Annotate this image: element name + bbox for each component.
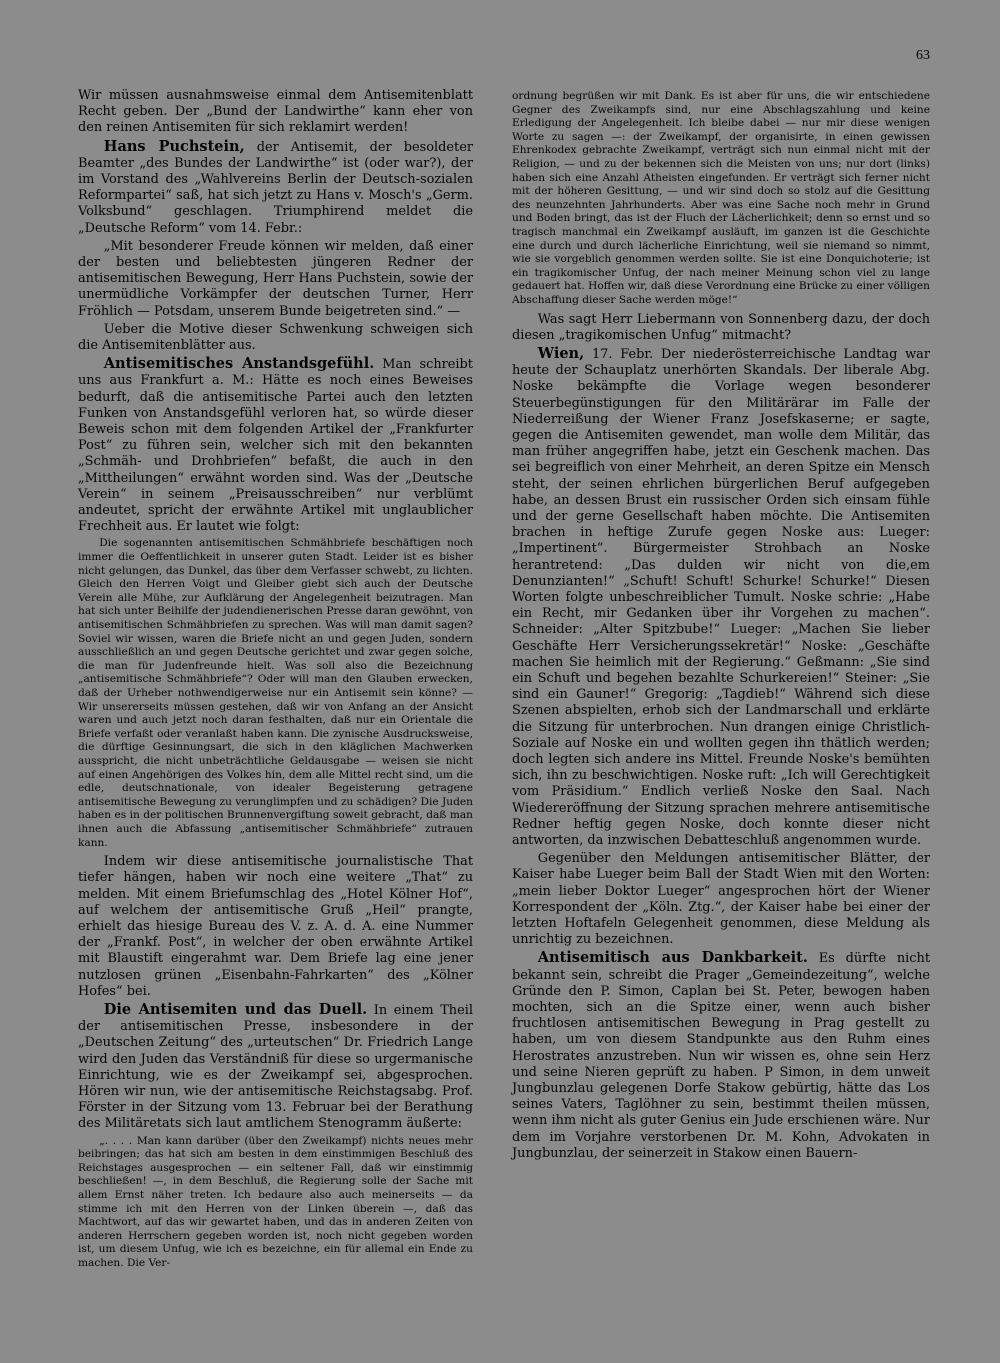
- heading-duell: Die Antisemiten und das Duell.: [103, 1000, 368, 1018]
- heading-puchstein: Hans Puchstein,: [103, 137, 245, 155]
- quote-stenogramm: „. . . . Man kann darüber (über den Zweikampf) nichts neues mehr beibringen; das hat sich am besten in dem einstimmigen Beschluß des Reichstages ausgesprochen — ein seltener Fall, daß wir einstimmig beschließen! —, in dem Beschluß, die Regierung solle der Sache mit allem Ernst näher treten. Ich bedaure also auch meinerseits — da stimme ich mit den Herren von der Linken überein —, daß das Machtwort, auf das wir gewartet haben, und das in anderen Zeiten von anderen Herrschern gegeben worden ist, noch nicht gegeben worden ist, um diesem Unfug, wie ich es bezeichne, ein für allemal ein Ende zu machen. Die Ver-: [78, 1134, 473, 1269]
- quote-deutsche-reform: „Mit besonderer Freude können wir melden, daß einer der besten und beliebtesten jüngeren Redner der antisemitischen Bewegung, Herr Hans Puchstein, sowie der unermüdliche Vorkämpfer der deutschen Turner, Herr Fröhlich — Potsdam, unserem Bunde beigetreten sind.“ —: [78, 238, 473, 319]
- quote-stenogramm-continued: ordnung begrüßen wir mit Dank. Es ist aber für uns, die wir entschiedene Gegner des Zweikampfs sind, nur eine Abschlagszahlung und keine Erledigung der Angelegenheit. Ich bleibe dabei — nur mir diese wenigen Worte zu sagen —: der Zweikampf, der organisirte, in einen gewissen Ehrenkodex gebrachte Zweikampf, verträgt sich nun einmal nicht mit der Religion, — und zu der bekennen sich die Meisten von uns; nur dort (links) haben sich eine Anzahl Atheisten eingefunden. Er verträgt sich ferner nicht mit der höheren Gesittung, — und wir sind doch so stolz auf die Gesittung des neunzehnten Jahrhunderts. Aber was eine Sache noch mehr in Grund und Boden bringt, das ist der Fluch der Lächerlichkeit; denn so ernst und so tragisch manchmal ein Zweikampf ausläuft, im ganzen ist die Geschichte eine durch und durch lächerliche Einrichtung, weil sie niemand so nimmt, wie sie vorgeblich genommen werden sollte. Sie ist eine Donquichoterie; ist ein tragikomischer Unfug, der nach meiner Meinung schon viel zu lange gedauert hat. Hoffen wir, daß diese Verordnung eine Brücke zu einer völligen Abschaffung dieser Sache werden möge!“: [512, 90, 930, 306]
- body-dankbarkeit: Es dürfte nicht bekannt sein, schreibt die Prager „Gemeindezeitung“, welche Gründe den P. Simon, Caplan bei St. Peter, bewogen haben mochten, sich an die Spitze einer, wenn auch bisher fruchtlosen antisemitischen Bewegung in Prag gestellt zu haben, um von diesem Standpunkte aus den Ruhm eines Herostrates anzustreben. Nun wir wissen es, ohne sein Herz und seine Nieren geprüft zu haben. P Simon, in dem unweit Jungbunzlau gelegenen Dorfe Stakow gebürtig, hätte das Los seines Vaters, Taglöhner zu sein, bestimmt theilen müssen, wenn ihm nicht als guter Genius ein Jude erschienen wäre. Nur dem im Vorjahre verstorbenen Dr. M. Kohn, Advokaten in Jungbunzlau, der seinerzeit in Stakow einen Bauern-: [512, 951, 930, 1161]
- body-puchstein: der Antisemit, der besoldeter Beamter „des Bundes der Landwirthe“ ist (oder war?), der im Vorstand des „Wahlvereins Berlin der Deutsch-sozialen Reformpartei“ saß, hat sich jetzt zu Hans v. Mosch's „Germ. Volksbund“ geschlagen. Triumphirend meldet die „Deutsche Reform“ vom 14. Febr.:: [78, 139, 473, 236]
- paragraph-kaiser: Gegenüber den Meldungen antisemitischer Blätter, der Kaiser habe Lueger beim Ball der Stadt Wien mit den Worten: „mein lieber Doktor Lueger“ angesprochen hört der Wiener Korrespondent der „Köln. Ztg.“, der Kaiser habe bei einer der letzten Hoftafeln Gelegenheit genommen, diese Meldung als unrichtig zu bezeichnen.: [512, 851, 930, 948]
- paragraph-duell: [78, 1002, 473, 1133]
- body-anstandsgefuehl: Man schreibt uns aus Frankfurt a. M.: Hätte es noch eines Beweises bedurft, daß die antisemitische Partei auch den letzten Funken von Anstandsgefühl verloren hat, so würde dieser Beweis schon mit dem folgenden Artikel der „Frankfurter Post“ zu führen sein, welcher sich mit den bekannten „Schmäh- und Drohbriefen“ befaßt, die auch in den „Mittheilungen“ erwähnt worden sind. Was der „Deutsche Verein“ in seinem „Preisausschreiben“ nur verblümt andeutet, spricht der erwähnte Artikel mit unglaublicher Frechheit aus. Er lautet wie folgt:: [78, 357, 473, 535]
- body-duell: In einem Theil der antisemitischen Presse, insbesondere in der „Deutschen Zeitung“ des „urteutschen“ Dr. Friedrich Lange wird den Juden das Verständniß für diese so urgermanische Einrichtung, wie es der Zweikampf sei, abgesprochen. Hören wir nun, wie der antisemitische Reichstagsabg. Prof. Förster in der Sitzung vom 13. Februar bei der Berathung des Militäretats sich laut amtlichem Stenogramm äußerte:: [78, 1002, 473, 1132]
- right-column: [512, 88, 930, 1164]
- paragraph-puchstein: [78, 139, 473, 237]
- paragraph-wien: [512, 346, 930, 849]
- paragraph-anstandsgefuehl: [78, 356, 473, 535]
- quote-frankfurter-post: Die sogenannten antisemitischen Schmähbriefe beschäftigen noch immer die Oeffentlichkeit in unserer guten Stadt. Leider ist es bisher nicht gelungen, das Dunkel, das über dem Verfasser schwebt, zu lichten. Gleich den Herren Voigt und Gleiber giebt sich auch der Deutsche Verein alle Mühe, zur Aufklärung der Angelegenheit beizutragen. Man hat sich unter Beihilfe der judendienerischen Presse daran gewöhnt, von antisemitischen Schmähbriefen zu sprechen. Was will man damit sagen? Soviel wir wissen, waren die Briefe nicht an und gegen Juden, sondern ausschließlich an und gegen Deutsche gerichtet und zwar gegen solche, die man für Judenfreunde hielt. Was soll also die Bezeichnung „antisemitische Schmähbriefe“? Oder will man den Glauben erwecken, daß der Urheber nothwendigerweise nur ein Antisemit sein könne? — Wir unsererseits müssen gestehen, daß wir von Anfang an der Ansicht waren und auch jetzt noch daran festhalten, daß nur ein Orientale die Briefe verfaßt oder veranlaßt haben kann. Die zynische Ausdrucksweise, die dürftige Gesinnungsart, die sich in den kläglichen Machwerken ausspricht, die nicht unbeträchtliche Geldausgabe — weisen sie nicht auf einen Angehörigen des Volkes hin, dem alle Mittel recht sind, um die edle, deutschnationale, von idealer Begeisterung getragene antisemitische Bewegung zu verunglimpfen und zu schädigen? Die Juden haben es in der politischen Brunnenvergiftung soweit gebracht, daß man ihnen auch die Abfassung „antisemitischer Schmähbriefe“ zutrauen kann.: [78, 537, 473, 849]
- paragraph-motive: Ueber die Motive dieser Schwenkung schweigen sich die Antisemitenblätter aus.: [78, 321, 473, 354]
- heading-dankbarkeit: Antisemitisch aus Dankbarkeit.: [537, 949, 808, 967]
- paragraph-liebermann: Was sagt Herr Liebermann von Sonnenberg dazu, der doch diesen „tragikomischen Unfug“ mitmacht?: [512, 311, 930, 343]
- paragraph-bund: Wir müssen ausnahmsweise einmal dem Antisemitenblatt Recht geben. Der „Bund der Landwirthe“ kann eher von den reinen Antisemiten für sich reklamirt werden!: [78, 88, 473, 136]
- page-number: 63: [916, 48, 930, 63]
- paragraph-dankbarkeit: [512, 950, 930, 1162]
- heading-wien: Wien,: [537, 344, 585, 362]
- left-column: [78, 88, 473, 1275]
- body-wien: 17. Febr. Der niederösterreichische Landtag war heute der Schauplatz unerhörten Skandals. Der liberale Abg. Noske bekämpfte die Vorlage wegen besonderer Steuerbegünstigungen für den Militärärar im Falle der Niederreißung der Wiener Franz Josefskaserne; er sagte, gegen die Antisemiten gewendet, man wolle dem Militär, das man früher angegriffen habe, jetzt ein Geschenk machen. Das sei begreiflich von einer Mehrheit, an deren Spitze ein Mensch steht, der seinen ehrlichen bürgerlichen Beruf aufgegeben habe, an dessen Brust ein russischer Orden sich einsam fühle und der gerne Gesellschaft haben möchte. Die Antisemiten brachen in heftige Zurufe gegen Noske aus: Lueger: „Impertinent“. Bürgermeister Strohbach an Noske herantretend: „Das dulden wir nicht von die,em Denunzianten!“ „Schuft! Schuft! Schurke! Schurke!“ Diesen Worten folgte unbeschreiblicher Tumult. Noske schrie: „Habe ein Recht, mir Gedanken über ihr Vorgehen zu machen“. Schneider: „Alter Spitzbube!“ Lueger: „Machen Sie lieber Geschäfte Herr Versicherungssekretär!“ Noske: „Geschäfte machen Sie heimlich mit der Regierung.“ Geßmann: „Sie sind ein Schuft und begehen bezahlte Schurkereien!“ Steiner: „Sie sind ein Gauner!“ Gregorig: „Tagdieb!“ Während sich diese Szenen abspielten, erhob sich der Landmarschall und erklärte die Sitzung für unterbrochen. Nun drangen einige Christlich-Soziale auf Noske ein und wollten gegen ihn thätlich werden; doch legten sich andere ins Mittel. Freunde Noske's bemühten sich, ihn zu beschwichtigen. Noske ruft: „Ich will Gerechtigkeit vom Präsidium.“ Endlich verließ Noske den Saal. Nach Wiedereröffnung der Sitzung sprachen mehrere antisemitische Redner heftig gegen Noske, doch konnte dieser nicht antworten, da inzwischen Debatteschluß angenommen wurde.: [512, 346, 930, 848]
- paragraph-that: Indem wir diese antisemitische journalistische That tiefer hängen, haben wir noch eine weitere „That“ zu melden. Mit einem Briefumschlag des „Hotel Kölner Hof“, auf welchem der antisemitische Gruß „Heil“ prangte, erhielt das hiesige Bureau des V. z. A. d. A. eine Nummer der „Frankf. Post“, in welcher der oben erwähnte Artikel mit Blaustift eingerahmt war. Dem Briefe lag eine jener nutzlosen grünen „Eisenbahn-Fahrkarten“ des „Kölner Hofes“ bei.: [78, 854, 473, 999]
- heading-anstandsgefuehl: Antisemitisches Anstandsgefühl.: [103, 355, 375, 373]
